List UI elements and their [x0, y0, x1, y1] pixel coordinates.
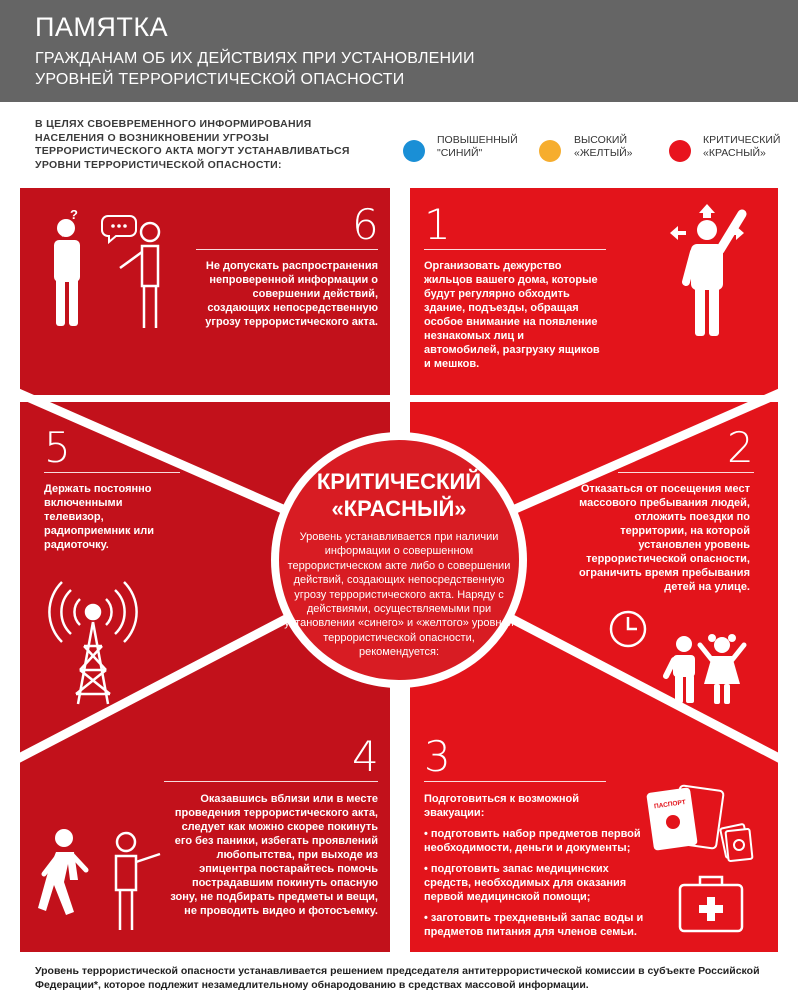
panel-4-rule: [164, 781, 378, 782]
panel-1-text: Организовать дежурство жильцов вашего дома, которые будут регулярно обходить здание, подъезды, обращая особое внимание на появление незнакомых лиц и автомобилей, разгрузку ящиков и мешков.: [424, 260, 600, 370]
center-title-line1: КРИТИЧЕСКИЙ: [316, 469, 482, 494]
panel-4-number: 4: [352, 732, 379, 781]
panel-5-number: 5: [44, 423, 71, 472]
page-title: ПАМЯТКА: [35, 12, 169, 42]
panel-2-number: 2: [727, 423, 754, 472]
panel-1-number: 1: [424, 200, 451, 249]
passport-label: ПАСПОРТ: [653, 798, 687, 811]
legend-yellow-name: «ЖЕЛТЫЙ»: [574, 147, 633, 159]
center-body: Уровень устанавливается при наличии информации о совершенном террористическом акте либо о совершении действий, создающих непосредственную угрозу террористического акта. Наряду с действиями, осуществляемыми при установлении «синего» и «желтого» уровней террористической опасности, рекомендуется:: [284, 531, 514, 659]
legend-blue-label: ПОВЫШЕННЫЙ: [437, 134, 518, 146]
panel-2-rule: [618, 472, 754, 473]
panel-3-item-2: • подготовить запас медицинских средств, необходимых для оказания первой медицинской помощи;: [424, 863, 627, 903]
svg-text:?: ?: [70, 207, 78, 222]
center-title-line2: «КРАСНЫЙ»: [331, 496, 467, 521]
page-subtitle-line1: ГРАЖДАНАМ ОБ ИХ ДЕЙСТВИЯХ ПРИ УСТАНОВЛЕНИИ: [35, 50, 475, 67]
intro-text: В ЦЕЛЯХ СВОЕВРЕМЕННОГО ИНФОРМИРОВАНИЯ НАСЕЛЕНИЯ О ВОЗНИКНОВЕНИИ УГРОЗЫ ТЕРРОРИСТИЧЕСКОГО АКТА МОГУТ УСТАНАВЛИВАТЬСЯ УРОВНИ ТЕРРОРИСТИЧЕСКОЙ ОПАСНОСТИ:: [35, 118, 350, 171]
panel-3-text: [424, 792, 670, 946]
panel-3-number: 3: [424, 732, 451, 781]
center-title: [290, 468, 508, 522]
legend-blue-name: "СИНИЙ": [437, 147, 483, 159]
svg-text:×: ×: [61, 229, 68, 241]
footer-note: Уровень террористической опасности устанавливается решением председателя антитеррористической комиссии в субъекте Российской Федерации*, которое подлежит незамедлительному обнародованию в средствах массовой информации.: [35, 965, 760, 991]
panel-2-text: Отказаться от посещения мест массового пребывания людей, отложить поездки по территории, на которой установлен уровень террористической опасности, ограничить время пребывания детей на улице.: [578, 483, 750, 593]
panel-4-text: Оказавшись вблизи или в месте проведения террористического акта, следует как можно скорее покинуть его без паники, избегать проявлений любопытства, при выходе из эпицентра постарайтесь помочь пострадавшим покинуть опасную зону, не подбирать предметы и вещи, не проводить видео и фотосъемку.: [170, 793, 378, 917]
panel-6-text: Не допускать распространения непроверенной информации о совершении действий, создающих непосредственную угрозу террористического акта.: [205, 260, 378, 328]
panel-3-item-3: • заготовить трехдневный запас воды и предметов питания для членов семьи.: [424, 912, 644, 938]
panel-3-intro: Подготовиться к возможной эвакуации:: [424, 793, 580, 819]
legend-yellow-label: ВЫСОКИЙ: [574, 134, 628, 146]
panel-1-rule: [424, 249, 606, 250]
page-subtitle-line2: УРОВНЕЙ ТЕРРОРИСТИЧЕСКОЙ ОПАСНОСТИ: [35, 71, 405, 88]
legend-red-name: «КРАСНЫЙ»: [703, 147, 766, 159]
panel-6-number: 6: [352, 200, 379, 249]
legend-red-label: КРИТИЧЕСКИЙ: [703, 134, 781, 146]
panel-3-item-1: • подготовить набор предметов первой необходимости, деньги и документы;: [424, 828, 641, 854]
panel-3-rule: [424, 781, 606, 782]
panel-5-text: Держать постоянно включенными телевизор, радиоприемник или радиоточку.: [44, 483, 155, 551]
panel-6-rule: [196, 249, 378, 250]
panel-5-rule: [44, 472, 180, 473]
